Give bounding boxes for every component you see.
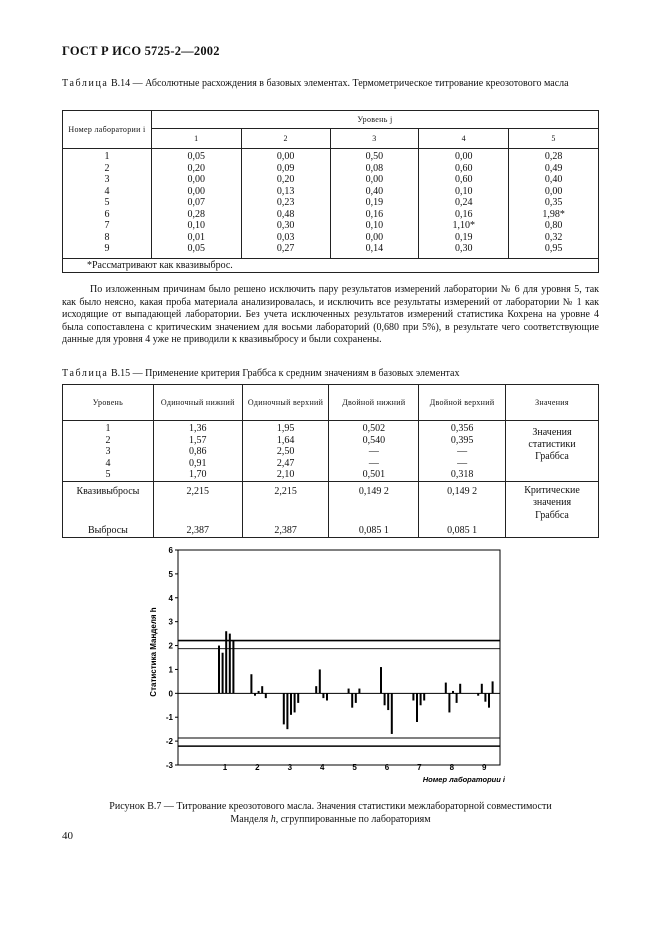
level-3-column: 0,50 0,08 0,00 0,40 0,19 0,16 0,10 0,00 0,14 xyxy=(330,149,419,259)
critical-double-low: 0,149 2 0,085 1 xyxy=(329,481,419,537)
bar xyxy=(481,684,483,694)
x-category-label: 4 xyxy=(319,763,325,772)
bar xyxy=(290,693,292,715)
bar xyxy=(445,683,447,694)
table-b15-title: B.15 — Применение критерия Граббса к средним значениям в базовых элементах xyxy=(108,368,460,379)
bar xyxy=(452,691,454,693)
bar xyxy=(348,689,350,694)
bar xyxy=(384,693,386,705)
bar xyxy=(423,693,425,700)
bar xyxy=(355,693,357,703)
x-axis-label: Номер лаборатории i xyxy=(422,775,505,784)
bar xyxy=(448,693,450,712)
header-level: Уровень j xyxy=(151,111,598,129)
level-1-column: 0,05 0,20 0,00 0,00 0,07 0,28 0,10 0,01 0,05 xyxy=(151,149,241,259)
bar xyxy=(477,693,479,695)
header-lab-number: Номер лаборатории i xyxy=(63,111,152,149)
table-b14 xyxy=(62,110,599,273)
y-tick-label: 1 xyxy=(168,665,173,675)
critical-single-low: 2,215 2,387 xyxy=(153,481,242,537)
bar xyxy=(254,693,256,695)
header-double-low: Двойной нижний xyxy=(329,385,419,421)
level-header: 5 xyxy=(509,129,599,149)
single-low-column: 1,36 1,57 0,86 0,91 1,70 xyxy=(153,421,242,482)
bar xyxy=(380,667,382,693)
bar xyxy=(351,693,353,707)
bar xyxy=(218,646,220,694)
y-tick-label: -3 xyxy=(165,761,173,770)
bar xyxy=(391,693,393,734)
y-tick-label: -1 xyxy=(165,713,173,723)
table-word: Таблица xyxy=(62,78,109,89)
bar xyxy=(488,693,490,707)
bar xyxy=(412,693,414,700)
x-category-label: 5 xyxy=(352,763,357,772)
x-category-label: 6 xyxy=(384,763,390,772)
level-5-column: 0,28 0,49 0,40 0,00 0,35 1,98* 0,80 0,32 0,95 xyxy=(509,149,599,259)
y-tick-label: -2 xyxy=(165,737,173,747)
header-single-low: Одиночный нижний xyxy=(153,385,242,421)
grubbs-critical-label: Критические значения Граббса xyxy=(506,481,599,537)
mandel-h-chart xyxy=(150,540,520,785)
table-b14-title: B.14 — Абсолютные расхождения в базовых элементах. Термометрическое титрование креозотового масла xyxy=(108,78,569,89)
level-2-column: 0,00 0,09 0,20 0,13 0,23 0,48 0,30 0,03 0,27 xyxy=(241,149,330,259)
figure-caption-line-2: Манделя h, сгруппированные по лабораториям xyxy=(230,814,431,825)
y-tick-label: 5 xyxy=(168,569,173,579)
bar xyxy=(232,641,234,694)
bar xyxy=(294,693,296,712)
x-category-label: 8 xyxy=(449,763,455,772)
x-category-label: 7 xyxy=(417,763,422,772)
bar xyxy=(358,689,360,694)
level-header: 1 xyxy=(151,129,241,149)
level-4-column: 0,00 0,60 0,60 0,10 0,24 0,16 1,10* 0,19 0,30 xyxy=(419,149,509,259)
level-header: 3 xyxy=(330,129,419,149)
table-word: Таблица xyxy=(62,368,109,379)
y-tick-label: 2 xyxy=(168,641,173,651)
bar xyxy=(283,693,285,724)
bar xyxy=(229,634,231,694)
bar xyxy=(258,691,260,693)
bar xyxy=(420,693,422,705)
levels-column: 1 2 3 4 5 xyxy=(63,421,154,482)
bar xyxy=(225,631,227,693)
single-high-column: 1,95 1,64 2,50 2,47 2,10 xyxy=(242,421,329,482)
double-high-column: 0,356 0,395 — — 0,318 xyxy=(419,421,506,482)
x-category-label: 3 xyxy=(287,763,293,772)
y-tick-label: 6 xyxy=(168,546,173,555)
bar xyxy=(297,693,299,703)
double-low-column: 0,502 0,540 — — 0,501 xyxy=(329,421,419,482)
y-tick-label: 4 xyxy=(168,593,173,603)
x-category-label: 2 xyxy=(255,763,260,772)
table-b14-caption xyxy=(62,78,592,91)
bar xyxy=(322,693,324,698)
document-header: ГОСТ Р ИСО 5725-2—2002 xyxy=(62,44,220,58)
grubbs-values-label: Значения статистики Граббса xyxy=(506,421,599,482)
x-category-label: 9 xyxy=(481,763,487,772)
lab-numbers-column: 1 2 3 4 5 6 7 8 9 xyxy=(63,149,152,259)
bar xyxy=(387,693,389,710)
header-level: Уровень xyxy=(63,385,154,421)
bar xyxy=(459,684,461,694)
table-b15-caption xyxy=(62,368,592,381)
header-single-high: Одиночный верхний xyxy=(242,385,329,421)
bar xyxy=(456,693,458,703)
table-b15 xyxy=(62,384,599,538)
y-tick-label: 0 xyxy=(168,689,173,699)
figure-caption-line-1: Рисунок B.7 — Титрование креозотового масла. Значения статистики межлабораторной совместимости xyxy=(109,801,552,812)
critical-double-high: 0,149 2 0,085 1 xyxy=(419,481,506,537)
table-footnote: *Рассматривают как квазивыброс. xyxy=(63,259,599,273)
bar xyxy=(261,686,263,693)
bar xyxy=(250,674,252,693)
y-axis-label: Статистика Манделя h xyxy=(149,607,158,697)
bar xyxy=(484,693,486,701)
bar xyxy=(265,693,267,698)
page-number: 40 xyxy=(62,830,73,842)
figure-caption xyxy=(62,800,599,826)
bar xyxy=(286,693,288,729)
x-category-label: 1 xyxy=(222,763,228,772)
level-header: 4 xyxy=(419,129,509,149)
bar xyxy=(319,669,321,693)
y-tick-label: 3 xyxy=(168,617,173,627)
bar xyxy=(416,693,418,722)
bar xyxy=(315,686,317,693)
body-paragraph: По изложенным причинам было решено исключить пару результатов измерений лаборатории № 6 для уровня 5, так как было неясно, какая проба материала анализировалась, и исключить все результаты измерений от лаборатории № 1 как исходящие от выпадающей лаборатории. Без учета исключенных результатов измерений статистика Кохрена на уровне 4 была сопоставлена с критическим значением для восьми лабораторий (0,680 при 5%), в результате чего соответствующие данные для уровня 4 уже не приводили к квазивыбросу и были сохранены. xyxy=(62,284,599,346)
level-header: 2 xyxy=(241,129,330,149)
bar xyxy=(492,681,494,693)
stragglers-outliers-labels: Квазивыбросы Выбросы xyxy=(63,481,154,537)
header-double-high: Двойной верхний xyxy=(419,385,506,421)
bar xyxy=(326,693,328,700)
bar xyxy=(222,653,224,694)
critical-single-high: 2,215 2,387 xyxy=(242,481,329,537)
header-values: Значения xyxy=(506,385,599,421)
